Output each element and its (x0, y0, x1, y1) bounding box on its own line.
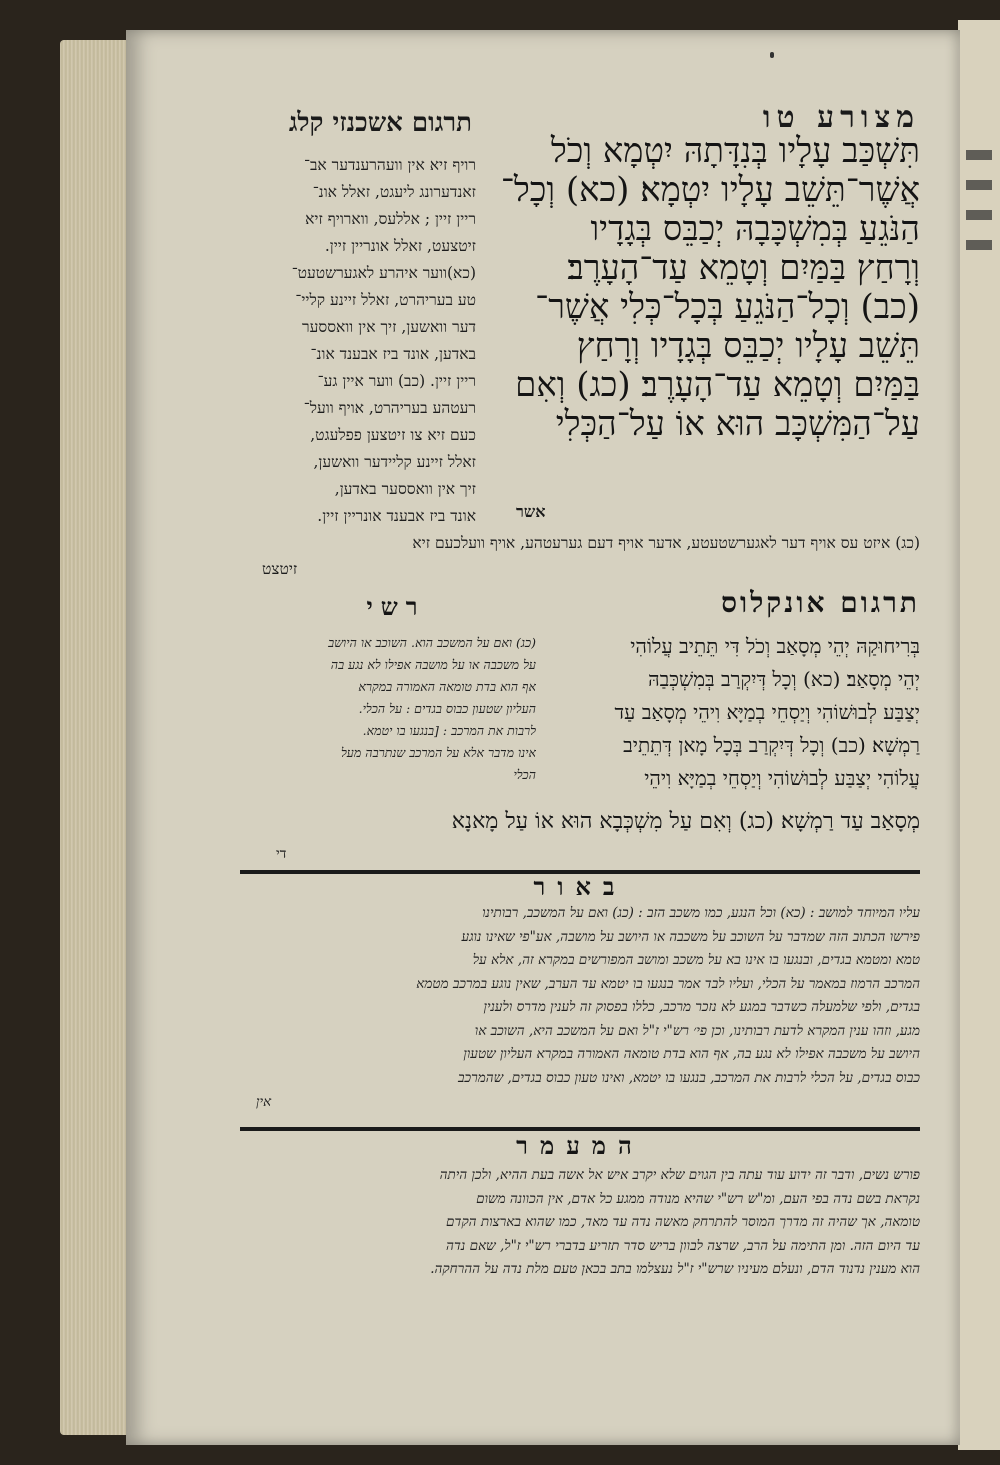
german-line: דער וואשען, זיך אין וואססער (302, 318, 476, 336)
book-page-edges (60, 40, 130, 1435)
biblical-line: בַּמַּיִם וְטָמֵא עַד־הָעָרֶב׃ (כג) וְאִם (515, 366, 920, 405)
onkelos-text (556, 630, 920, 795)
meamer-line: נקראת בשם נדה בפי העם, ומ"ש רש"י שהיא מנודה ממגע כל אדם, אין הכוונה משום (476, 1190, 920, 1207)
parsha-header: מצורע טו (762, 100, 920, 135)
onkelos-catchword: די (276, 846, 287, 862)
german-catchword: זיטצט (262, 560, 298, 578)
biur-commentary (240, 902, 920, 1090)
german-line: רעטהע בעריהרט, אויף וועל־ (303, 399, 476, 417)
german-line: זאנדערונג ליעגט, זאלל אונ־ (312, 183, 476, 201)
biur-line: פירשו הכתוב הזה שמדבר על השוכב על משכבה או היושב על מושבה, אע"פי שאינו נוגע (461, 928, 920, 945)
german-span-line: (כג) איזט עס אויף דער לאגערשטעטע, אדער אויף דעם גערעטהע, אויף וועלכעם זיא (412, 534, 920, 552)
meamer-line: טומאה, אך שהיה זה מדרך המוסר להתרחק מאשה נדה עד מאד, כמו שהוא בארצות הקדם (446, 1214, 920, 1230)
biblical-line: הַנֹּגֵעַ בְּמִשְׁכָּבָהּ יְכַבֵּס בְּגָדָיו (590, 210, 920, 249)
meamer-title: המעמר (516, 1131, 644, 1160)
german-line: טע בעריהרט, זאלל זיינע קליי־ (295, 291, 476, 309)
german-line: (כא)ווער איהרע לאגערשטעט־ (291, 264, 476, 282)
biur-line: בגדים, ולפי שלמעלה כשדבר במגע לא נזכר מרכב, כללו בפסוק זה לענין מדרס ולענין (483, 999, 920, 1015)
german-translation (232, 152, 476, 530)
biblical-line: (כב) וְכָל־הַנֹּגֵעַ בְּכָל־כְּלִי אֲשֶׁר־ (535, 288, 920, 327)
rashi-line: לרבות את המרכב : [בנגעו בו יטמא. (362, 723, 536, 738)
german-line: באדען, אונד ביז אבענד אונ־ (310, 345, 476, 363)
german-line: ריין זיין ; אללעס, ווארויף זיא (305, 210, 476, 228)
biur-line: טמא ומטמא בגדים, ובנגעו בו אינו בא על משכב ומושב המפורשים במקרא זה, אלא על (472, 952, 920, 968)
onkelos-line: רַמְשָׁא׃ (כב) וְכָל דְּיִקְרַב בְּכָל מָאן דְּתֵתֵיב (623, 733, 920, 757)
rashi-line: אינו מדבר אלא על המרכב שנתרבה מעל (340, 745, 536, 760)
biblical-line: תִּשְׁכַּב עָלָיו בְּנִדָּתָהּ יִטְמָא וְכֹל (550, 132, 920, 171)
meamer-line: פורש נשים, ודבר זה ידוע עוד עתה בין הגוים שלא יקרב איש אל אשה בעת ההיא, ולכן היתה (439, 1167, 920, 1183)
biur-line: המרכב הרמוז במאמר על הכלי, ועליו לבד אמר בנגעו בו יטמא עד הערב, שאין נוגע במרכב מטמא (416, 975, 920, 992)
biblical-line: וְרָחַץ בַּמַּיִם וְטָמֵא עַד־הָעָרֶב׃ (567, 249, 920, 288)
german-translation-title: תרגום אשכנזי קלג (288, 108, 472, 138)
german-line: זאלל זיינע קליידער וואשען, (313, 453, 476, 471)
rashi-line: על משכבה או על מושבה אפילו לא נגע בה (330, 657, 536, 672)
german-line: אונד ביז אבענד אונריין זיין. (317, 507, 476, 525)
onkelos-full-line: מְסָאַב עַד רַמְשָׁא׃ (כג) וְאִם עַל מִשְׁכְּבָא הוּא אוֹ עַל מָאנָא (451, 809, 920, 834)
rashi-line: אף הוא בדת טומאה האמורה במקרא (358, 679, 536, 694)
adjacent-page (958, 20, 1000, 1450)
german-line: ריין זיין. (כב) ווער איין גע־ (317, 372, 476, 390)
rashi-line: העליון שטעון כבוס בגדים : על הכלי. (358, 701, 536, 716)
biur-line: מגע, וזהו ענין המקרא לדעת רבותינו, וכן פי׳ רש"י ז"ל ואם על המשכב היא, השוכב או (474, 1022, 920, 1039)
rashi-line: הכלי (513, 767, 536, 782)
meamer-commentary (240, 1164, 920, 1282)
biblical-line: אֲשֶׁר־תֵּשֵׁב עָלָיו יִטְמָא׃ (כא) וְכָל־ (500, 171, 920, 210)
meamer-line: עד היום הזה. ומן התימה על הרב, שרצה לבוון בריש סדר תזריע בדברי רש"י ז"ל, שאם נדה (446, 1237, 920, 1254)
biblical-catchword: אשר (516, 502, 546, 521)
german-line: זיך אין וואססער באדען, (334, 480, 476, 498)
rashi-title: רשי (366, 592, 426, 621)
rashi-commentary (244, 632, 536, 786)
biblical-text (488, 132, 920, 444)
page-mark (770, 52, 774, 58)
onkelos-line: יְהֵי מְסָאַב׃ (כא) וְכָל דְּיִקְרַב בְּמִשְׁכְּבַהּ (648, 667, 920, 691)
biur-line: היושב על משכבה אפילו לא נגע בה, אף הוא בדת טומאה האמורה במקרא העליון שטעון (463, 1046, 920, 1062)
biblical-line: תֵּשֵׁב עָלָיו יְכַבֵּס בְּגָדָיו וְרָחַץ (576, 327, 920, 366)
german-line: רויף זיא אין וועהרענדער אב־ (304, 156, 476, 174)
adjacent-page-text (966, 130, 992, 270)
biur-catchword: אין (256, 1094, 272, 1110)
german-line: כעם זיא צו זיטצען פפלעגט, (310, 426, 476, 444)
onkelos-title: תרגום אונקלוס (721, 586, 920, 619)
biur-title: באור (533, 872, 627, 901)
rashi-line: (כג) ואם על המשכב הוא. השוכב או היושב (328, 635, 536, 650)
onkelos-line: בְּרִיחוּקַהּ יְהֵי מְסָאַב וְכֹל דִּי תֵּתֵיב עֲלוֹהִי (630, 634, 920, 658)
biur-line: כבוס בגדים, על הכלי לרבות את המרכב, בנגעו בו יטמא, ואינו טעון כבוס בגדים, שהמרכב (458, 1069, 920, 1086)
meamer-line: הוא מענין נדנוד הדם, ונעלם מעיניו שרש"י ז"ל נעצלמו בתב בכאן טעם מלת נדה על ההרחקה. (430, 1261, 920, 1277)
german-line: זיטצעט, זאלל אונריין זיין. (324, 237, 476, 255)
biur-line: עליו המיוחד למושב : (כא) וכל הנגע, כמו משכב הזב : (כג) ואם על המשכב, רבותינו (482, 905, 920, 921)
onkelos-line: עֲלוֹהִי יְצַבַּע לְבוּשׁוֹהִי וְיַסְחֵי בְמַיָּא וִיהֵי (644, 766, 920, 790)
biblical-line: עַל־הַמִּשְׁכָּב הוּא אוֹ עַל־הַכְּלִי (555, 405, 920, 444)
onkelos-line: יְצַבַּע לְבוּשׁוֹהִי וְיַסְחֵי בְמַיָּא וִיהֵי מְסָאַב עַד (614, 700, 920, 724)
